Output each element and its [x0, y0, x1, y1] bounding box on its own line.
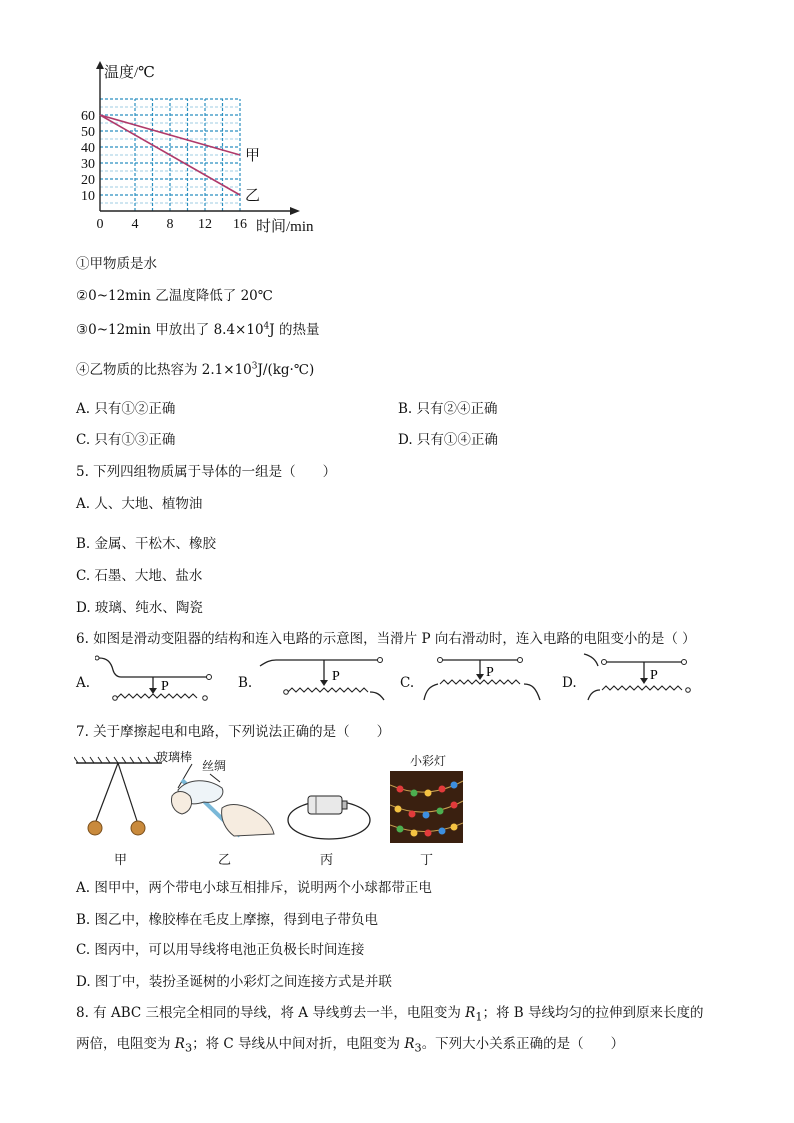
q6-label-a: A.	[76, 675, 91, 691]
q7-option-c: C. 图丙中，可以用导线将电池正负极长时间连接	[76, 942, 365, 958]
q5-option-b: B. 金属、干松木、橡胶	[76, 536, 217, 552]
y-axis-arrow	[96, 61, 104, 69]
svg-text:P: P	[650, 668, 658, 683]
fig-label-ding: 丁	[420, 853, 434, 868]
series-label-jia: 甲	[245, 148, 261, 164]
fig-label-jia: 甲	[114, 853, 128, 868]
x-axis-arrow	[290, 207, 300, 215]
svg-text:P: P	[486, 665, 494, 680]
glass-rod-label: 玻璃棒	[156, 750, 193, 764]
x-tick-label: 8	[166, 217, 174, 232]
statement-3: ③0~12min 甲放出了 $8.4\times 10^4J$ 的热量	[76, 321, 320, 338]
battery-short-circuit-figure	[286, 790, 372, 842]
x-tick-label: 12	[198, 217, 212, 232]
y-tick-label: 60	[81, 109, 95, 124]
q5-option-a: A. 人、大地、植物油	[76, 496, 203, 512]
silk-label: 丝绸	[202, 759, 227, 773]
fig-label-bing: 丙	[320, 853, 334, 868]
q7-stem: 7. 关于摩擦起电和电路，下列说法正确的是（ ）	[76, 724, 391, 740]
q6-stem: 6. 如图是滑动变阻器的结构和连入电路的示意图，当滑片 P 向右滑动时，连入电路的电阻变小的是（ ）	[76, 631, 696, 647]
slider-p-label: P	[161, 679, 169, 694]
statement-1: ①甲物质是水	[76, 256, 157, 272]
q6-label-c: C.	[400, 675, 415, 691]
series-label-yi: 乙	[245, 188, 261, 204]
y-tick-label: 50	[81, 125, 95, 140]
y-tick-label: 20	[81, 173, 95, 188]
x-tick-label: 16	[233, 217, 247, 232]
charged-balls-figure	[74, 755, 164, 840]
q6-label-b: B.	[238, 675, 253, 691]
q5-option-c: C. 石墨、大地、盐水	[76, 568, 203, 584]
rheostat-b-diagram	[258, 652, 388, 704]
y-tick-label: 10	[81, 189, 95, 204]
rheostat-c-diagram	[420, 652, 550, 704]
x-tick-label: 4	[131, 217, 139, 232]
fig-label-yi: 乙	[218, 853, 232, 868]
statement-2: ②0~12min 乙温度降低了 20℃	[76, 288, 273, 304]
q7-option-a: A. 图甲中，两个带电小球互相排斥，说明两个小球都带正电	[76, 880, 432, 896]
q7-option-b: B. 图乙中，橡胶棒在毛皮上摩擦，得到电子带负电	[76, 912, 379, 928]
x-axis-label: 时间/min	[256, 219, 314, 235]
q4-option-a: A. 只有①②正确	[76, 401, 176, 417]
q5-option-d: D. 玻璃、纯水、陶瓷	[76, 600, 203, 616]
y-tick-label: 30	[81, 157, 95, 172]
q4-option-d: D. 只有①④正确	[398, 432, 498, 448]
q7-option-d: D. 图丁中，装扮圣诞树的小彩灯之间连接方式是并联	[76, 974, 392, 990]
x-tick-label: 0	[96, 217, 104, 232]
q8-line-2: 两倍，电阻变为 $R_3$；将 C 导线从中间对折，电阻变为 $R_3$。下列大小关系正确的是（ ）	[76, 1036, 625, 1055]
y-axis-label: 温度/℃	[104, 65, 155, 81]
q8-line-1: 8. 有 ABC 三根完全相同的导线，将 A 导线剪去一半，电阻变为 $R_1$；将 B 导线均匀的拉伸到原来长度的	[76, 1005, 704, 1024]
q6-label-d: D.	[562, 675, 577, 691]
rheostat-a-diagram	[95, 652, 215, 704]
q4-option-b: B. 只有②④正确	[398, 401, 498, 417]
temperature-time-chart	[60, 55, 340, 240]
y-tick-label: 40	[81, 141, 95, 156]
string-lights-photo	[390, 771, 463, 843]
rheostat-d-diagram	[582, 652, 697, 704]
q5-stem: 5. 下列四组物质属于导体的一组是（ ）	[76, 464, 337, 480]
small-lights-label: 小彩灯	[410, 754, 447, 768]
statement-4: ④乙物质的比热容为 $2.1\times 10^3J/(kg\cdot℃)$	[76, 361, 315, 378]
svg-text:P: P	[332, 669, 340, 684]
q4-option-c: C. 只有①③正确	[76, 432, 176, 448]
glass-rod-silk-figure	[164, 760, 278, 842]
